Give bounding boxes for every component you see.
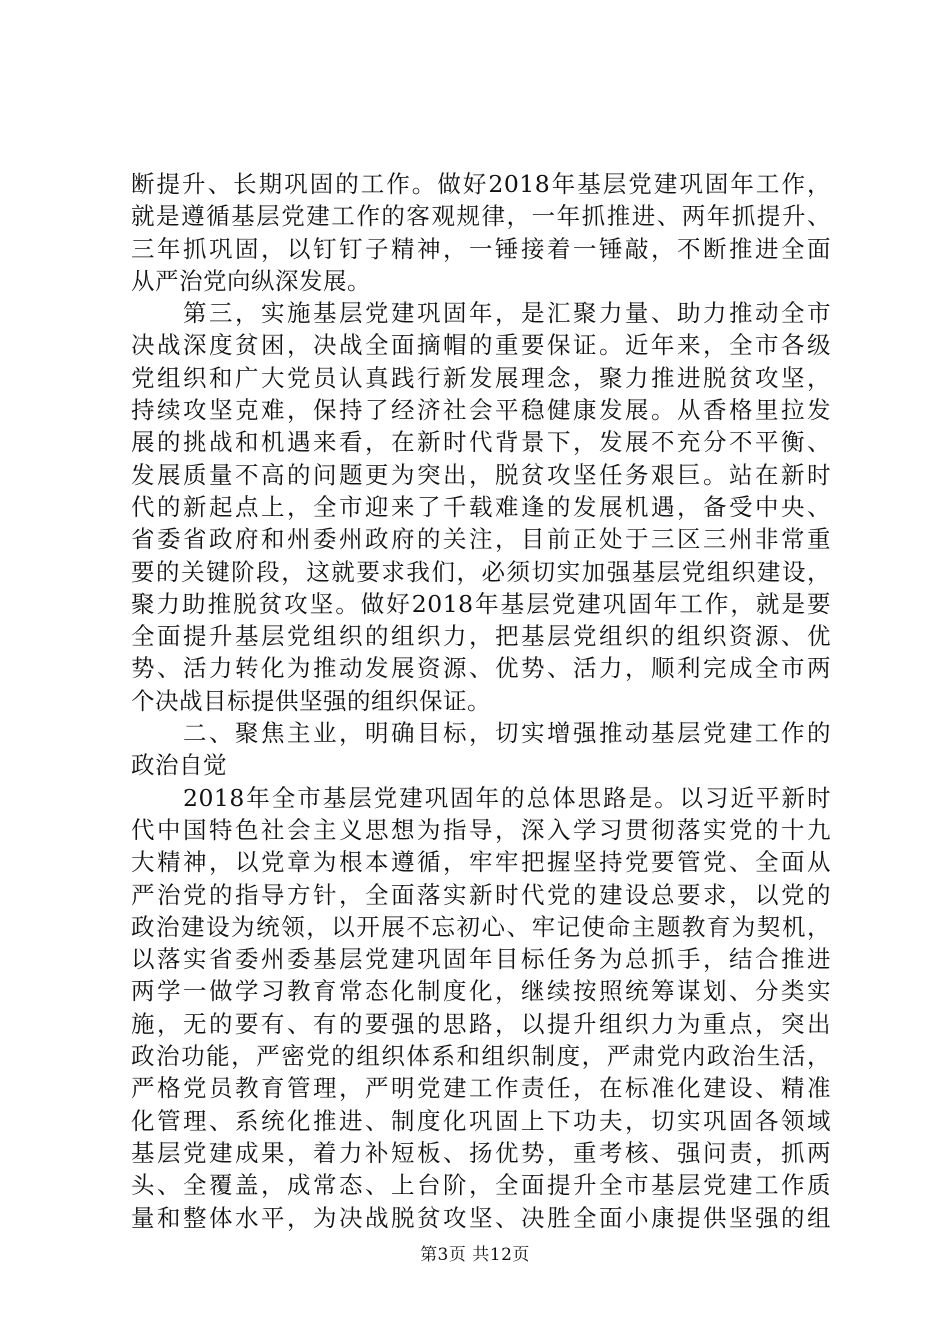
text-line: 头、全覆盖，成常态、上台阶，全面提升全市基层党建工作质 [131, 1171, 831, 1200]
text-line: 以落实省委州委基层党建巩固年目标任务为总抓手，结合推进 [131, 945, 831, 974]
text-line: 化管理、系统化推进、制度化巩固上下功夫，切实巩固各领域 [131, 1106, 831, 1135]
text-line: 省委省政府和州委州政府的关注，目前正处于三区三州非常重 [131, 525, 831, 554]
text-line: 要的关键阶段，这就要求我们，必须切实加强基层党组织建设， [131, 557, 831, 586]
text-line: 断提升、长期巩固的工作。做好2018年基层党建巩固年工作， [131, 170, 831, 198]
text-line: 全面提升基层党组织的组织力，把基层党组织的组织资源、优 [131, 622, 831, 651]
text-line: 发展质量不高的问题更为突出，脱贫攻坚任务艰巨。站在新时 [131, 460, 831, 489]
text-line: 大精神，以党章为根本遵循，牢牢把握坚持党要管党、全面从 [131, 848, 831, 877]
text-line: 施，无的要有、有的要强的思路，以提升组织力为重点，突出 [131, 1009, 831, 1038]
text-line: 党组织和广大党员认真践行新发展理念，聚力推进脱贫攻坚， [131, 363, 831, 392]
text-line: 严格党员教育管理，严明党建工作责任，在标准化建设、精准 [131, 1074, 831, 1103]
text-line: 政治功能，严密党的组织体系和组织制度，严肃党内政治生活， [131, 1042, 831, 1071]
section-heading-line: 政治自觉 [131, 751, 227, 780]
text-line: 个决战目标提供坚强的组织保证。 [131, 686, 491, 715]
text-line: 从严治党向纵深发展。 [131, 266, 371, 295]
text-line: 严治党的指导方针，全面落实新时代党的建设总要求，以党的 [131, 880, 831, 909]
text-line: 展的挑战和机遇来看，在新时代背景下，发展不充分不平衡、 [131, 428, 831, 457]
text-line: 代的新起点上，全市迎来了千载难逢的发展机遇，备受中央、 [131, 492, 831, 521]
text-line: 决战深度贫困，决战全面摘帽的重要保证。近年来，全市各级 [131, 331, 831, 360]
text-line: 代中国特色社会主义思想为指导，深入学习贯彻落实党的十九 [131, 815, 831, 844]
text-line: 基层党建成果，着力补短板、扬优势，重考核、强问责，抓两 [131, 1138, 831, 1167]
text-line: 两学一做学习教育常态化制度化，继续按照统筹谋划、分类实 [131, 977, 831, 1006]
text-line: 2018年全市基层党建巩固年的总体思路是。以习近平新时 [183, 783, 831, 812]
page-number-footer: 第3页 共12页 [420, 1245, 530, 1265]
section-heading-line: 二、聚焦主业，明确目标，切实增强推动基层党建工作的 [183, 719, 831, 748]
text-line: 就是遵循基层党建工作的客观规律，一年抓推进、两年抓提升、 [131, 202, 831, 231]
text-line: 量和整体水平，为决战脱贫攻坚、决胜全面小康提供坚强的组 [131, 1203, 831, 1232]
text-line: 聚力助推脱贫攻坚。做好2018年基层党建巩固年工作，就是要 [131, 589, 831, 618]
text-line: 三年抓巩固，以钉钉子精神，一锤接着一锤敲，不断推进全面 [131, 234, 831, 263]
text-line: 政治建设为统领，以开展不忘初心、牢记使命主题教育为契机， [131, 912, 831, 941]
text-line: 第三，实施基层党建巩固年，是汇聚力量、助力推动全市 [183, 299, 831, 328]
text-line: 持续攻坚克难，保持了经济社会平稳健康发展。从香格里拉发 [131, 396, 831, 425]
text-line: 势、活力转化为推动发展资源、优势、活力，顺利完成全市两 [131, 654, 831, 683]
body-text [131, 168, 831, 1234]
